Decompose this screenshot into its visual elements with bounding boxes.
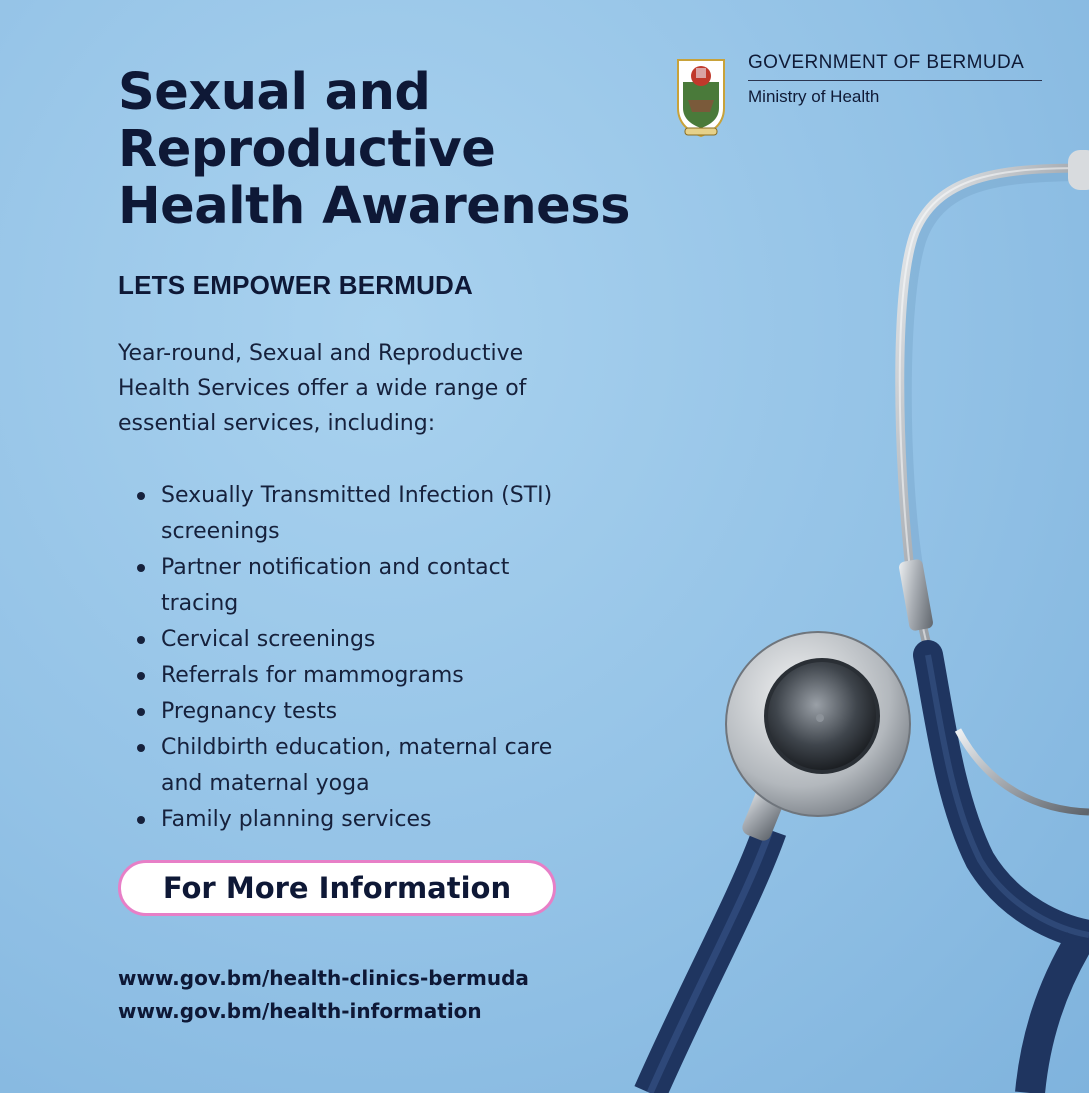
intro-line: Health Services offer a wide range of <box>118 376 527 401</box>
list-item <box>132 478 652 550</box>
title-line: Reproductive <box>118 120 496 179</box>
list-item <box>132 802 652 838</box>
list-item <box>132 694 652 730</box>
government-name: GOVERNMENT OF BERMUDA <box>748 52 1025 73</box>
tagline: LETS EMPOWER BERMUDA <box>118 270 473 300</box>
list-item-text: Sexually Transmitted Infection (STI) <box>161 483 553 508</box>
list-item-text: tracing <box>161 591 239 616</box>
title-line: Health Awareness <box>118 177 630 236</box>
intro-text <box>118 336 638 441</box>
list-item <box>132 730 652 802</box>
info-links <box>118 962 638 1028</box>
divider <box>748 80 1042 81</box>
list-item-text: Childbirth education, maternal care <box>161 735 553 760</box>
title-line: Sexual and <box>118 63 431 122</box>
services-list <box>132 478 652 838</box>
intro-line: essential services, including: <box>118 411 436 436</box>
page-title <box>118 64 698 235</box>
list-item-text: and maternal yoga <box>161 771 370 796</box>
health-information-link[interactable]: www.gov.bm/health-information <box>118 999 482 1023</box>
list-item <box>132 658 652 694</box>
list-item-text: Family planning services <box>161 807 432 832</box>
health-clinics-link[interactable]: www.gov.bm/health-clinics-bermuda <box>118 966 529 990</box>
ministry-name: Ministry of Health <box>748 87 880 106</box>
intro-line: Year-round, Sexual and Reproductive <box>118 341 524 366</box>
list-item-text: Cervical screenings <box>161 627 376 652</box>
list-item-text: Referrals for mammograms <box>161 663 464 688</box>
more-information-button[interactable]: For More Information <box>118 860 556 916</box>
list-item-text: screenings <box>161 519 280 544</box>
list-item <box>132 550 652 622</box>
government-branding <box>748 52 1042 107</box>
list-item-text: Pregnancy tests <box>161 699 338 724</box>
list-item <box>132 622 652 658</box>
list-item-text: Partner notification and contact <box>161 555 510 580</box>
